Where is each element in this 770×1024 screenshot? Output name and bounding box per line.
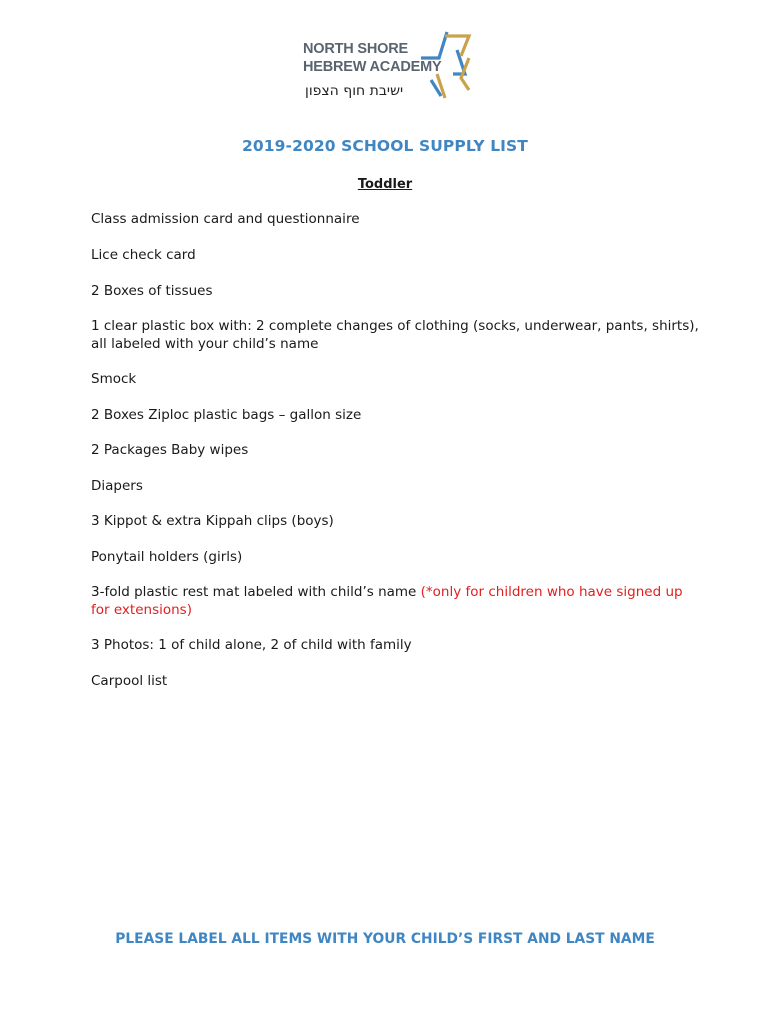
page-title: 2019-2020 SCHOOL SUPPLY LIST [242,137,528,155]
list-item-rest-mat [91,584,691,619]
list-item: Smock [91,371,137,387]
list-item: Lice check card [91,247,196,263]
star-of-david-icon [417,28,473,100]
school-logo [303,28,473,104]
logo-line-1: NORTH SHORE [303,41,408,57]
logo-line-2: HEBREW ACADEMY [303,59,442,75]
list-item: 2 Boxes Ziploc plastic bags – gallon size [91,407,362,423]
extensions-note: (*only for children who have signed up for extensions) [91,584,683,618]
list-item: 2 Packages Baby wipes [91,442,249,458]
label-reminder: PLEASE LABEL ALL ITEMS WITH YOUR CHILD’S FIRST AND LAST NAME [115,931,655,947]
list-item: 3 Photos: 1 of child alone, 2 of child with family [91,637,412,653]
list-item: Carpool list [91,673,168,689]
list-item: 3 Kippot & extra Kippah clips (boys) [91,513,334,529]
list-item-text: 3-fold plastic rest mat labeled with child’s name [91,584,417,600]
logo-hebrew-name: ישיבת חוף הצפון [305,83,404,99]
list-item: Class admission card and questionnaire [91,211,360,227]
list-item: Ponytail holders (girls) [91,549,243,565]
section-heading: Toddler [357,177,413,192]
list-item: Diapers [91,478,143,494]
list-item: 2 Boxes of tissues [91,283,213,299]
list-item: 1 clear plastic box with: 2 complete changes of clothing (socks, underwear, pants, shirts), all labeled with your child’s name [91,318,699,352]
